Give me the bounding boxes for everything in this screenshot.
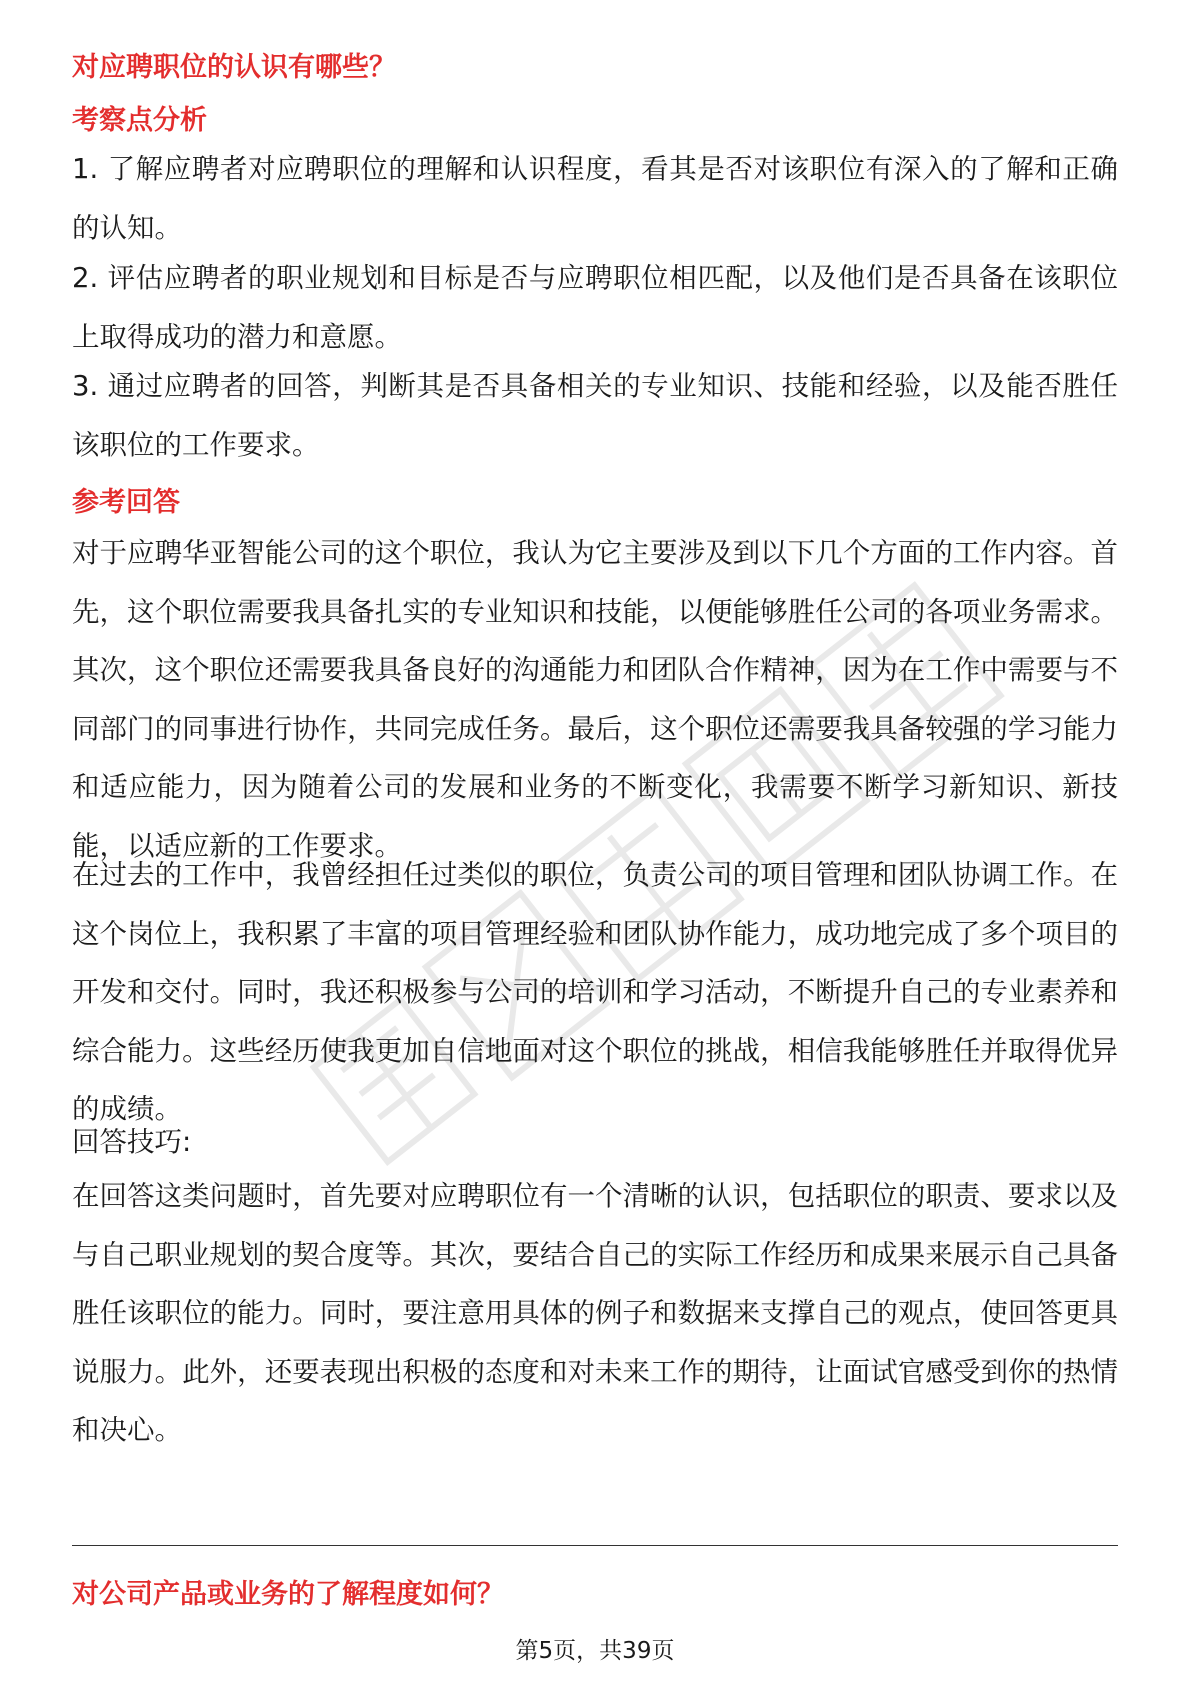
section-divider xyxy=(72,1545,1118,1546)
reference-paragraph-2: 在过去的工作中，我曾经担任过类似的职位，负责公司的项目管理和团队协调工作。在这个岗位上，我积累了丰富的项目管理经验和团队协作能力，成功地完成了多个项目的开发和交付。同时，我还积极参与公司的培训和学习活动，不断提升自己的专业素养和综合能力。这些经历使我更加自信地面对这个职位的挑战，相信我能够胜任并取得优异的成绩。 xyxy=(72,859,1118,1125)
analysis-point-3: 3. 通过应聘者的回答，判断其是否具备相关的专业知识、技能和经验，以及能否胜任该职位的工作要求。 xyxy=(72,370,1118,461)
reference-paragraph-1: 对于应聘华亚智能公司的这个职位，我认为它主要涉及到以下几个方面的工作内容。首先，这个职位需要我具备扎实的专业知识和技能，以便能够胜任公司的各项业务需求。其次，这个职位还需要我具备良好的沟通能力和团队合作精神，因为在工作中需要与不同部门的同事进行协作，共同完成任务。最后，这个职位还需要我具备较强的学习能力和适应能力，因为随着公司的发展和业务的不断变化，我需要不断学习新知识、新技能，以适应新的工作要求。 xyxy=(72,537,1118,862)
reference-heading: 参考回答 xyxy=(72,487,180,518)
answer-tips-label: 回答技巧: xyxy=(72,1126,192,1158)
next-question-title: 对公司产品或业务的了解程度如何？ xyxy=(72,1579,504,1610)
reference-paragraph-3: 在回答这类问题时，首先要对应聘职位有一个清晰的认识，包括职位的职责、要求以及与自己职业规划的契合度等。其次，要结合自己的实际工作经历和成果来展示自己具备胜任该职位的能力。同时，要注意用具体的例子和数据来支撑自己的观点，使回答更具说服力。此外，还要表现出积极的态度和对未来工作的期待，让面试官感受到你的热情和决心。 xyxy=(72,1180,1118,1446)
analysis-point-1: 1. 了解应聘者对应聘职位的理解和认识程度，看其是否对该职位有深入的了解和正确的认知。 xyxy=(72,153,1118,244)
analysis-point-2: 2. 评估应聘者的职业规划和目标是否与应聘职位相匹配，以及他们是否具备在该职位上取得成功的潜力和意愿。 xyxy=(72,262,1118,353)
analysis-heading: 考察点分析 xyxy=(72,105,207,136)
page-number: 第5页，共39页 xyxy=(515,1638,675,1664)
question-title: 对应聘职位的认识有哪些？ xyxy=(72,52,396,83)
